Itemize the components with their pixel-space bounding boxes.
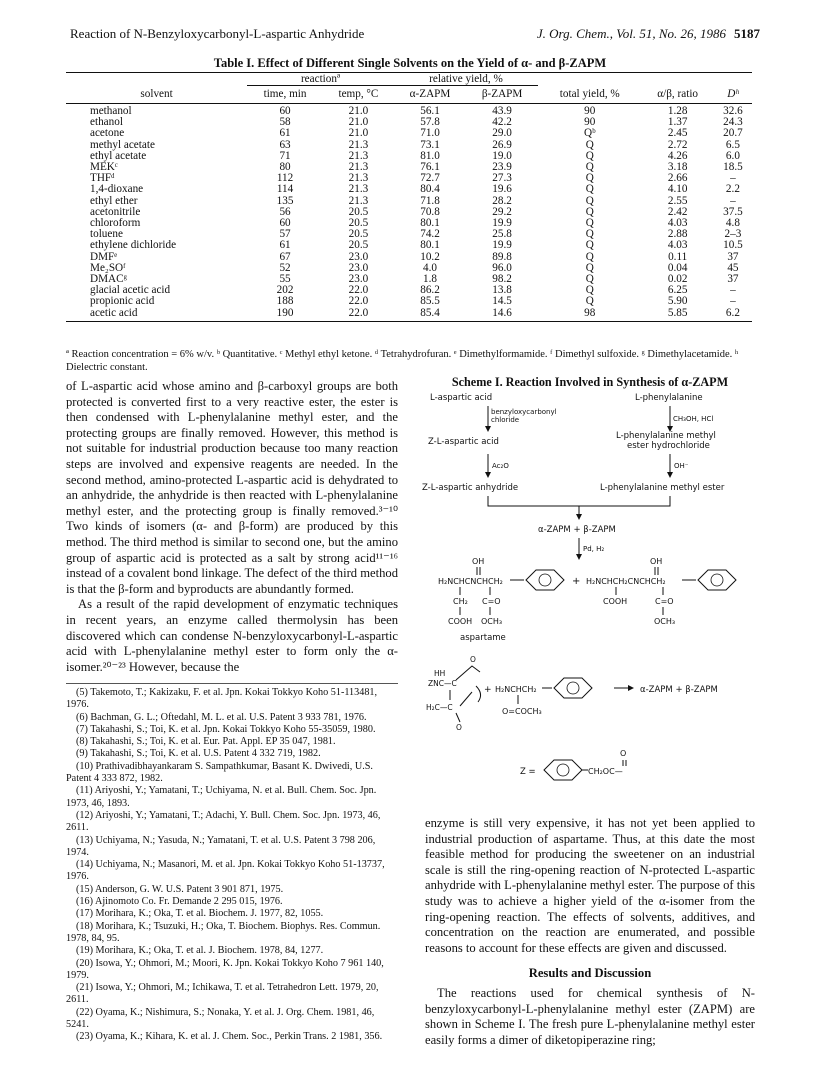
table-cell: 25.8 — [492, 228, 512, 241]
table-cell: 37 — [727, 273, 739, 286]
table-cell: 23.0 — [348, 261, 369, 274]
arrowhead-icon — [485, 426, 491, 432]
table-cell: Q — [585, 228, 594, 241]
table-cell: – — [730, 172, 736, 185]
table-cell: 32.6 — [723, 105, 743, 117]
phe-ester-structure — [495, 678, 592, 716]
solvent-table — [66, 72, 752, 322]
col-header: α-ZAPM — [409, 88, 451, 100]
table-cell: propionic acid — [90, 295, 155, 308]
left-column-text — [66, 379, 398, 675]
table-cell: 80.4 — [420, 183, 440, 196]
col-header: temp, °C — [338, 88, 379, 100]
table-cell: Q — [585, 217, 594, 230]
table-cell: 6.0 — [725, 149, 740, 162]
reference-item: (23) Oyama, K.; Kihara, K. et al. J. Chem. Soc., Perkin Trans. 2 1981, 356. — [76, 1031, 383, 1043]
table-cell: 10.2 — [420, 250, 440, 263]
table-cell: 37 — [727, 250, 739, 263]
table-cell: acetone — [90, 127, 125, 140]
table-cell: 74.2 — [420, 228, 440, 241]
table-cell: 2.45 — [667, 127, 688, 140]
label-phe-ester-hcl: L-phenylalanine methyl — [616, 431, 716, 441]
table-cell: 56.1 — [420, 105, 440, 117]
table-cell: ethylene dichloride — [90, 239, 177, 252]
col-header: solvent — [140, 87, 173, 100]
table-cell: Q — [585, 194, 594, 207]
table-cell: 2.55 — [667, 194, 688, 207]
table-cell: 24.3 — [723, 116, 743, 129]
scheme-svg — [420, 390, 765, 825]
table-cell: – — [730, 284, 736, 297]
table-cell: ethyl ether — [90, 194, 138, 207]
svg-text:CH₂: CH₂ — [453, 597, 468, 606]
reference-item: (9) Takahashi, S.; Toi, K. et al. U.S. Patent 4 332 719, 1982. — [76, 748, 321, 760]
table-cell: 20.5 — [348, 228, 369, 241]
table-title: Table I. Effect of Different Single Solvents on the Yield of α- and β-ZAPM — [213, 56, 607, 70]
reference-item: (15) Anderson, G. W. U.S. Patent 3 901 871, 1975. — [76, 883, 284, 895]
table-cell: 20.5 — [348, 239, 369, 252]
table-cell: toluene — [90, 228, 123, 241]
convergence-bracket — [488, 496, 670, 506]
table-cell: Q — [585, 161, 594, 174]
table-cell: 21.3 — [348, 161, 369, 174]
table-cell: 21.3 — [348, 149, 369, 162]
table-cell: 21.0 — [348, 105, 369, 117]
table-cell: 71 — [279, 149, 291, 162]
plus-sign: + — [572, 576, 581, 587]
svg-text:H₂C—C: H₂C—C — [426, 703, 453, 712]
table-cell: acetonitrile — [90, 205, 141, 218]
table-cell: 80.1 — [420, 217, 440, 230]
arrowhead-icon — [667, 472, 673, 478]
table-cell: 72.7 — [420, 172, 440, 185]
arrowhead-icon — [576, 554, 582, 560]
arrowhead-icon — [576, 514, 582, 520]
table-cell: Q — [585, 183, 594, 196]
table-cell: 21.3 — [348, 172, 369, 185]
arrowhead-icon — [628, 685, 634, 691]
svg-text:C=O: C=O — [655, 597, 674, 606]
reagent-label: Pd, H₂ — [583, 545, 605, 553]
table-cell: 42.2 — [492, 116, 512, 129]
table-cell: 85.5 — [420, 295, 440, 308]
label-zapm-mixture: α-ZAPM + β-ZAPM — [538, 525, 616, 535]
table-cell: Q — [585, 149, 594, 162]
plus-sign: + — [484, 685, 492, 695]
label-product: α-ZAPM + β-ZAPM — [640, 685, 718, 695]
reference-item: (12) Ariyoshi, Y.; Yamatani, T.; Adachi, Y. Bull. Chem. Soc. Jpn. 1973, 46, 2611. — [66, 809, 381, 834]
reference-item: (6) Bachman, G. L.; Oftedahl, M. L. et al. U.S. Patent 3 933 781, 1976. — [76, 711, 367, 723]
paragraph: As a result of the rapid development of enzymatic techniques in recent years, an enzyme called thermolysin has been discovered which can condense N-benzyloxycarbonyl-L-aspartic acid with L-phenylalanine methyl ester to form only the α-isomer.²⁰⁻²³ However, because the — [66, 597, 398, 674]
beta-isomer-structure — [586, 557, 736, 626]
journal-citation: J. Org. Chem., Vol. 51, No. 26, 1986 5187 — [536, 26, 760, 41]
table-cell: 71.8 — [420, 194, 440, 207]
table-row — [66, 151, 752, 162]
svg-text:O: O — [456, 723, 462, 732]
table-cell: 18.5 — [723, 161, 743, 174]
table-cell: 67 — [279, 250, 291, 263]
table-cell: Q — [585, 138, 594, 151]
paragraph: enzyme is still very expensive, it has not yet been applied to industrial production of aspartame. Thus, at this date the most feasible method for producing the sweetener on an industrial scale is still the ring-opening reaction of N-protected L-aspartic anhydride with L-phenylalanine methyl ester. The purpose of this study was to achieve a higher yield of the α-isomer from the ring-opening reaction. The effects of solvents, additives, and concentration on the reaction are enumerated, and possible reasons to account for these effects are given and discussed. — [425, 816, 755, 955]
table-cell: 0.04 — [667, 261, 688, 274]
table-row — [66, 252, 752, 263]
col-header: time, min — [263, 88, 307, 100]
svg-text:COOH: COOH — [603, 597, 628, 606]
table-cell: 4.10 — [667, 183, 688, 196]
table-cell: 60 — [279, 217, 291, 230]
table-row — [66, 162, 752, 173]
table-cell: 23.0 — [348, 250, 369, 263]
table-row — [66, 308, 752, 322]
table-cell: 2.72 — [667, 138, 688, 151]
table-cell: 5.85 — [641, 308, 713, 322]
table-cell: 29.2 — [492, 205, 512, 218]
reference-item: (18) Morihara, K.; Tsuzuki, H.; Oka, T. Biochem. Biophys. Res. Commun. 1978, 84, 95. — [66, 920, 381, 944]
table-cell: 23.9 — [492, 161, 512, 174]
svg-text:O: O — [470, 655, 476, 664]
table-cell: 19.0 — [492, 149, 512, 162]
table-cell: 21.3 — [348, 183, 369, 196]
table-cell: THFᵈ — [90, 172, 115, 185]
paragraph: The reactions used for chemical synthesis of N-benzyloxycarbonyl-L-phenylalanine methyl ester (ZAPM) are shown in Scheme I. The fresh pure L-phenylalanine methyl ester easily forms a dimer of diketopiperazine ring; — [425, 985, 755, 1047]
table-cell: 57 — [279, 228, 291, 241]
table-row — [66, 285, 752, 296]
table-cell: 63 — [279, 138, 291, 151]
reference-item: (11) Ariyoshi, Y.; Yamatani, T.; Uchiyama, N. et al. Bull. Chem. Soc. Jpn. 1973, 46, 1893. — [66, 785, 377, 809]
table-cell: Q — [585, 284, 594, 297]
table-cell: 27.3 — [492, 172, 512, 185]
table-cell: 19.6 — [492, 183, 512, 196]
right-column-text — [425, 816, 755, 1048]
label-z-aspartic: Z-L-aspartic acid — [428, 437, 499, 447]
table-cell: 76.1 — [420, 161, 440, 174]
col-header: β-ZAPM — [481, 88, 523, 100]
table-cell: 0.11 — [668, 250, 688, 263]
reagent-label: benzyloxycarbonyl — [491, 408, 557, 416]
group-header-yield: relative yield, % — [394, 73, 538, 86]
table-cell: 43.9 — [492, 105, 512, 117]
table-cell: Q — [585, 172, 594, 185]
table-cell: Q — [585, 205, 594, 218]
table-cell: Q — [585, 273, 594, 286]
table-row — [66, 207, 752, 218]
table-cell: 14.5 — [492, 295, 512, 308]
table-cell: methyl acetate — [90, 138, 155, 151]
table-cell: 2.42 — [667, 205, 688, 218]
table-cell: 4.0 — [423, 261, 437, 274]
reference-item: (22) Oyama, K.; Nishimura, S.; Nonaka, Y. et al. J. Org. Chem. 1981, 46, 5241. — [66, 1006, 375, 1031]
table-cell: 190 — [247, 308, 323, 322]
table-cell: 80.1 — [420, 239, 440, 252]
table-cell: 60 — [279, 105, 291, 117]
reference-item: (13) Uchiyama, N.; Yasuda, N.; Yamatani, T. et al. U.S. Patent 3 798 206, 1974. — [66, 834, 376, 858]
table-cell: 57.8 — [420, 116, 440, 129]
article-running-title: Reaction of N-Benzyloxycarbonyl-L-aspartic Anhydride — [70, 26, 365, 41]
reference-item: (8) Takahashi, S.; Toi, K. et al. Eur. Pat. Appl. EP 35 047, 1981. — [76, 736, 336, 748]
table-cell: 4.8 — [725, 217, 740, 230]
reagent-label: OH⁻ — [674, 462, 689, 470]
table-cell: 114 — [276, 183, 294, 196]
label-phe-methyl-ester: L-phenylalanine methyl ester — [600, 483, 725, 493]
aspartame-structure — [438, 557, 564, 626]
table-cell: Q — [585, 261, 594, 274]
svg-text:COOH: COOH — [448, 617, 473, 626]
svg-text:CH₂OC—: CH₂OC— — [588, 767, 623, 776]
table-cell: 55 — [279, 273, 291, 286]
table-footnotes: ª Reaction concentration = 6% w/v. ᵇ Quantitative. ᶜ Methyl ethyl ketone. ᵈ Tetrahydrofuran. ᵉ Dimethylformamide. ᶠ Dimethyl sulfoxide. ᵍ Dimethylacetamide. ʰ Dielectric constant. — [66, 349, 739, 373]
table-cell: glacial acetic acid — [90, 284, 171, 297]
table-cell: 22.0 — [348, 295, 369, 308]
svg-text:H₂NCHCNCHCH₂: H₂NCHCNCHCH₂ — [438, 577, 503, 586]
table-cell: 4.03 — [667, 217, 688, 230]
table-cell: 21.3 — [348, 138, 369, 151]
table-cell: Q — [585, 250, 594, 263]
col-header: total yield, % — [559, 87, 620, 100]
table-row — [66, 184, 752, 195]
table-cell: 23.0 — [348, 273, 369, 286]
table-cell: 202 — [276, 284, 294, 297]
reference-item: (16) Ajinomoto Co. Fr. Demande 2 295 015, 1976. — [76, 896, 283, 908]
table-cell: 58 — [279, 116, 291, 129]
paragraph: of L-aspartic acid whose amino and β-carboxyl groups are both protected is converted first to a very reactive ester, the ester is then condensed with L-phenylalanine methyl ester, and the protecting groups are finally removed. However, this method is not suitable for industrial production because too many reaction steps are involved and expensive reagents are needed. In the second method, amino-protected L-aspartic acid is dehydrated to an anhydride, the anhydride is then reacted with L-phenylalanine methyl ester, and the protecting group is finally removed.³⁻¹⁰ Two kinds of isomers (α- and β-form) are produced by this method. The third method is similar to second one, but the amino group of aspartic acid is protected as a salt by strong acid¹¹⁻¹⁶ instead of a covalent bond linkage. The defect of the third method is that the β-form and byproducts are abundantly formed. — [66, 379, 398, 596]
reagent-label: CH₃OH, HCl — [673, 415, 714, 423]
table-cell: 45 — [727, 261, 739, 274]
reference-item: (19) Morihara, K.; Oka, T. et al. J. Biochem. 1978, 84, 1277. — [76, 945, 324, 957]
table-cell: chloroform — [90, 217, 141, 230]
table-cell: 61 — [279, 239, 291, 252]
reference-item: (5) Takemoto, T.; Kakizaku, F. et al. Jpn. Kokai Tokkyo Koho 51-113481, 1976. — [66, 687, 378, 711]
reference-item: (14) Uchiyama, N.; Masanori, M. et al. Jpn. Kokai Tokkyo Koho 51-13737, 1976. — [66, 859, 385, 883]
table-row — [66, 140, 752, 151]
label-l-aspartic-acid: L-aspartic acid — [430, 393, 493, 403]
table-cell: 26.9 — [492, 138, 512, 151]
table-cell: 1.37 — [667, 116, 688, 129]
svg-text:O=COCH₃: O=COCH₃ — [502, 707, 542, 716]
label-l-phenylalanine: L-phenylalanine — [635, 393, 703, 403]
table-cell: 21.0 — [348, 127, 369, 140]
table-cell: 86.2 — [420, 284, 440, 297]
table-cell: 37.5 — [723, 205, 743, 218]
label-phe-ester-hcl: ester hydrochloride — [627, 441, 710, 451]
table-cell: 56 — [279, 205, 291, 218]
table-cell: 19.9 — [492, 239, 512, 252]
reference-item: (10) Prathivadibhayankaram S. Sampathkumar, Basant K. Dwivedi, U.S. Patent 4 333 872, 1982. — [66, 760, 373, 785]
table-cell: 14.6 — [466, 308, 538, 322]
table-cell: 1,4-dioxane — [90, 183, 144, 196]
table-cell: Q — [585, 295, 594, 308]
table-cell: ethanol — [90, 116, 123, 129]
table-cell: 22.0 — [348, 284, 369, 297]
svg-text:HH: HH — [434, 669, 446, 678]
table-cell: 71.0 — [420, 127, 440, 140]
table-cell: 5.90 — [667, 295, 688, 308]
page-number: 5187 — [734, 26, 760, 41]
label-z-anhydride: Z-L-aspartic anhydride — [422, 483, 519, 493]
arrowhead-icon — [485, 472, 491, 478]
col-header: α/β, ratio — [657, 87, 699, 100]
svg-text:OH: OH — [650, 557, 663, 566]
table-cell: 20.5 — [348, 205, 369, 218]
table-cell: Me₂SOᶠ — [90, 261, 126, 274]
table-cell: 22.0 — [323, 308, 394, 322]
table-cell: Q — [585, 239, 594, 252]
table-cell: 28.2 — [492, 194, 512, 207]
table-cell: 89.8 — [492, 250, 512, 263]
reference-item: (17) Morihara, K.; Oka, T. et al. Biochem. J. 1977, 82, 1055. — [76, 908, 324, 920]
table-cell: 19.9 — [492, 217, 512, 230]
table-cell: 20.5 — [348, 217, 369, 230]
svg-text:O: O — [620, 749, 627, 758]
table-cell: 29.0 — [492, 127, 512, 140]
table-cell: 135 — [276, 194, 294, 207]
svg-text:C=O: C=O — [482, 597, 501, 606]
table-cell: 21.3 — [348, 194, 369, 207]
table-cell: 90 — [584, 116, 596, 129]
table-cell: 2.66 — [667, 172, 688, 185]
table-cell: 70.8 — [420, 205, 440, 218]
column-header-row — [66, 86, 752, 104]
group-header-reaction: reactionª — [247, 73, 394, 86]
table-row — [66, 104, 752, 118]
table-cell: – — [730, 194, 736, 207]
svg-text:OH: OH — [472, 557, 485, 566]
table-row — [66, 240, 752, 251]
svg-text:OCH₃: OCH₃ — [654, 617, 676, 626]
section-heading: Results and Discussion — [528, 966, 652, 981]
table-cell: 4.26 — [667, 149, 688, 162]
table-cell: 2–3 — [724, 228, 742, 241]
benzyloxycarbonyl-structure — [544, 749, 626, 780]
reference-item: (7) Takahashi, S.; Toi, K. et al. Jpn. Kokai Tokkyo Koho 55-35059, 1980. — [76, 723, 376, 735]
scheme-title: Scheme I. Reaction Involved in Synthesis of α-ZAPM — [451, 375, 729, 389]
svg-text:ZNC—C: ZNC—C — [428, 679, 457, 688]
table-row — [66, 128, 752, 139]
col-header: Dʰ — [727, 87, 739, 100]
table-cell: Qᵇ — [583, 127, 596, 140]
table-cell: 112 — [276, 172, 294, 185]
svg-text:H₂NCHCH₂: H₂NCHCH₂ — [495, 685, 537, 694]
table-cell: 1.8 — [423, 273, 437, 286]
table-cell: acetic acid — [66, 308, 247, 322]
table-body — [66, 104, 752, 322]
table-row — [66, 296, 752, 307]
table-cell: 52 — [279, 261, 291, 274]
table-cell: 90 — [584, 105, 596, 117]
table-cell: – — [730, 295, 736, 308]
table-cell: 2.2 — [725, 183, 740, 196]
table-cell: 96.0 — [492, 261, 512, 274]
label-aspartame: aspartame — [460, 633, 506, 643]
table-cell: 80 — [279, 161, 291, 174]
table-cell: 98 — [538, 308, 641, 322]
table-cell: 6.5 — [725, 138, 740, 151]
table-cell: 6.2 — [714, 308, 752, 322]
table-cell: 6.25 — [667, 284, 688, 297]
running-header — [70, 26, 760, 46]
table-row — [66, 117, 752, 128]
table-cell: MEKᶜ — [90, 161, 118, 174]
table-cell: 21.0 — [348, 116, 369, 129]
table-row — [66, 173, 752, 184]
table-cell: 81.0 — [420, 149, 440, 162]
table-cell: 0.02 — [667, 273, 688, 286]
references-list — [66, 683, 398, 1044]
table-cell: 73.1 — [420, 138, 440, 151]
table-cell: 20.7 — [723, 127, 743, 140]
table-row — [66, 263, 752, 274]
table-cell: DMFᵉ — [90, 250, 118, 263]
table-cell: 61 — [279, 127, 291, 140]
table-cell: 13.8 — [492, 284, 512, 297]
table-cell: methanol — [90, 105, 132, 117]
table-cell: 85.4 — [394, 308, 466, 322]
reference-item: (21) Isowa, Y.; Ohmori, M.; Ichikawa, T. et al. Tetrahedron Lett. 1979, 20, 2611. — [66, 982, 379, 1006]
table-cell: 98.2 — [492, 273, 512, 286]
scheme-diagram — [420, 390, 765, 825]
reagent-label: Ac₂O — [492, 462, 509, 470]
table-cell: 4.03 — [667, 239, 688, 252]
label-z-definition: Z = — [520, 767, 536, 777]
anhydride-structure — [426, 655, 481, 732]
reference-item: (20) Isowa, Y.; Ohmori, M.; Moori, K. Jpn. Kokai Tokkyo Koho 7 961 140, 1979. — [66, 957, 384, 981]
table-cell: 188 — [276, 295, 294, 308]
svg-text:OCH₃: OCH₃ — [481, 617, 503, 626]
table-cell: DMACᵍ — [90, 273, 127, 286]
svg-text:H₂NCHCH₂CNCHCH₂: H₂NCHCH₂CNCHCH₂ — [586, 577, 666, 586]
table-row — [66, 218, 752, 229]
table-row — [66, 196, 752, 207]
reagent-label: chloride — [491, 416, 520, 424]
table-cell: 10.5 — [723, 239, 743, 252]
table-cell: ethyl acetate — [90, 149, 147, 162]
table-cell: 1.28 — [667, 105, 688, 117]
table-cell: 3.18 — [667, 161, 688, 174]
table-cell: 2.88 — [667, 228, 688, 241]
